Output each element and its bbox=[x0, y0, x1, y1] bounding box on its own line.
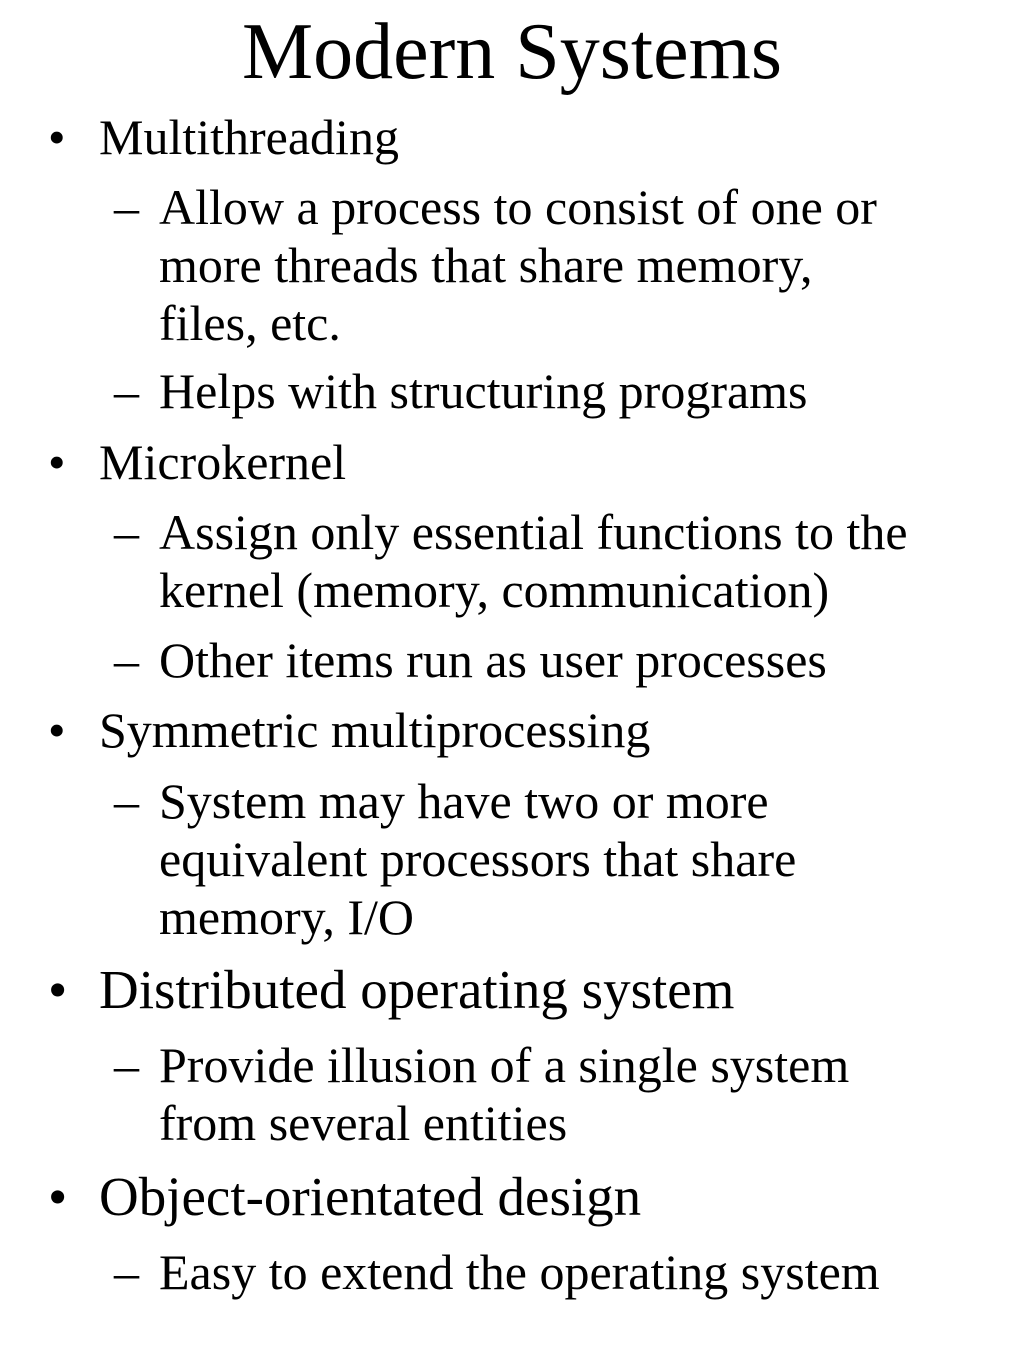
sub-text bbox=[159, 178, 1009, 352]
sub-text-line: Allow a process to consist of one or bbox=[159, 179, 877, 235]
sub-text-line: from several entities bbox=[159, 1095, 568, 1151]
dash-marker: – bbox=[114, 1037, 139, 1093]
sub-text-line: Provide illusion of a single system bbox=[159, 1037, 850, 1093]
bullet-text: Symmetric multiprocessing bbox=[99, 702, 651, 758]
sub-text-line: kernel (memory, communication) bbox=[159, 562, 830, 618]
dash-marker: – bbox=[114, 1244, 139, 1300]
dash-marker: – bbox=[114, 363, 139, 419]
sub-text-line: System may have two or more bbox=[159, 773, 769, 829]
sub-text-line: equivalent processors that share bbox=[159, 831, 797, 887]
sub-text-line: Easy to extend the operating system bbox=[159, 1244, 880, 1300]
sub-text bbox=[159, 362, 1009, 420]
dash-marker: – bbox=[114, 773, 139, 829]
sub-text bbox=[159, 631, 1009, 689]
bullet-marker: • bbox=[48, 959, 68, 1020]
sub-text-line: Other items run as user processes bbox=[159, 632, 827, 688]
sub-text-line: Assign only essential functions to the bbox=[159, 504, 908, 560]
sub-text bbox=[159, 772, 1009, 946]
bullet-marker: • bbox=[48, 702, 66, 758]
sub-text bbox=[159, 503, 1009, 619]
sub-text bbox=[159, 1243, 1009, 1301]
sub-text-line: files, etc. bbox=[159, 295, 341, 351]
sub-text-line: more threads that share memory, bbox=[159, 237, 813, 293]
dash-marker: – bbox=[114, 179, 139, 235]
sub-text-line: Helps with structuring programs bbox=[159, 363, 808, 419]
dash-marker: – bbox=[114, 632, 139, 688]
bullet-marker: • bbox=[48, 109, 66, 165]
bullet-marker: • bbox=[48, 1166, 68, 1227]
bullet-text: Multithreading bbox=[99, 109, 399, 165]
sub-text-line: memory, I/O bbox=[159, 889, 415, 945]
bullet-text: Distributed operating system bbox=[99, 959, 735, 1020]
sub-text bbox=[159, 1036, 1009, 1152]
slide-title: Modern Systems bbox=[242, 8, 782, 96]
dash-marker: – bbox=[114, 504, 139, 560]
bullet-text: Microkernel bbox=[99, 434, 347, 490]
bullet-text: Object-orientated design bbox=[99, 1166, 642, 1227]
bullet-marker: • bbox=[48, 434, 66, 490]
